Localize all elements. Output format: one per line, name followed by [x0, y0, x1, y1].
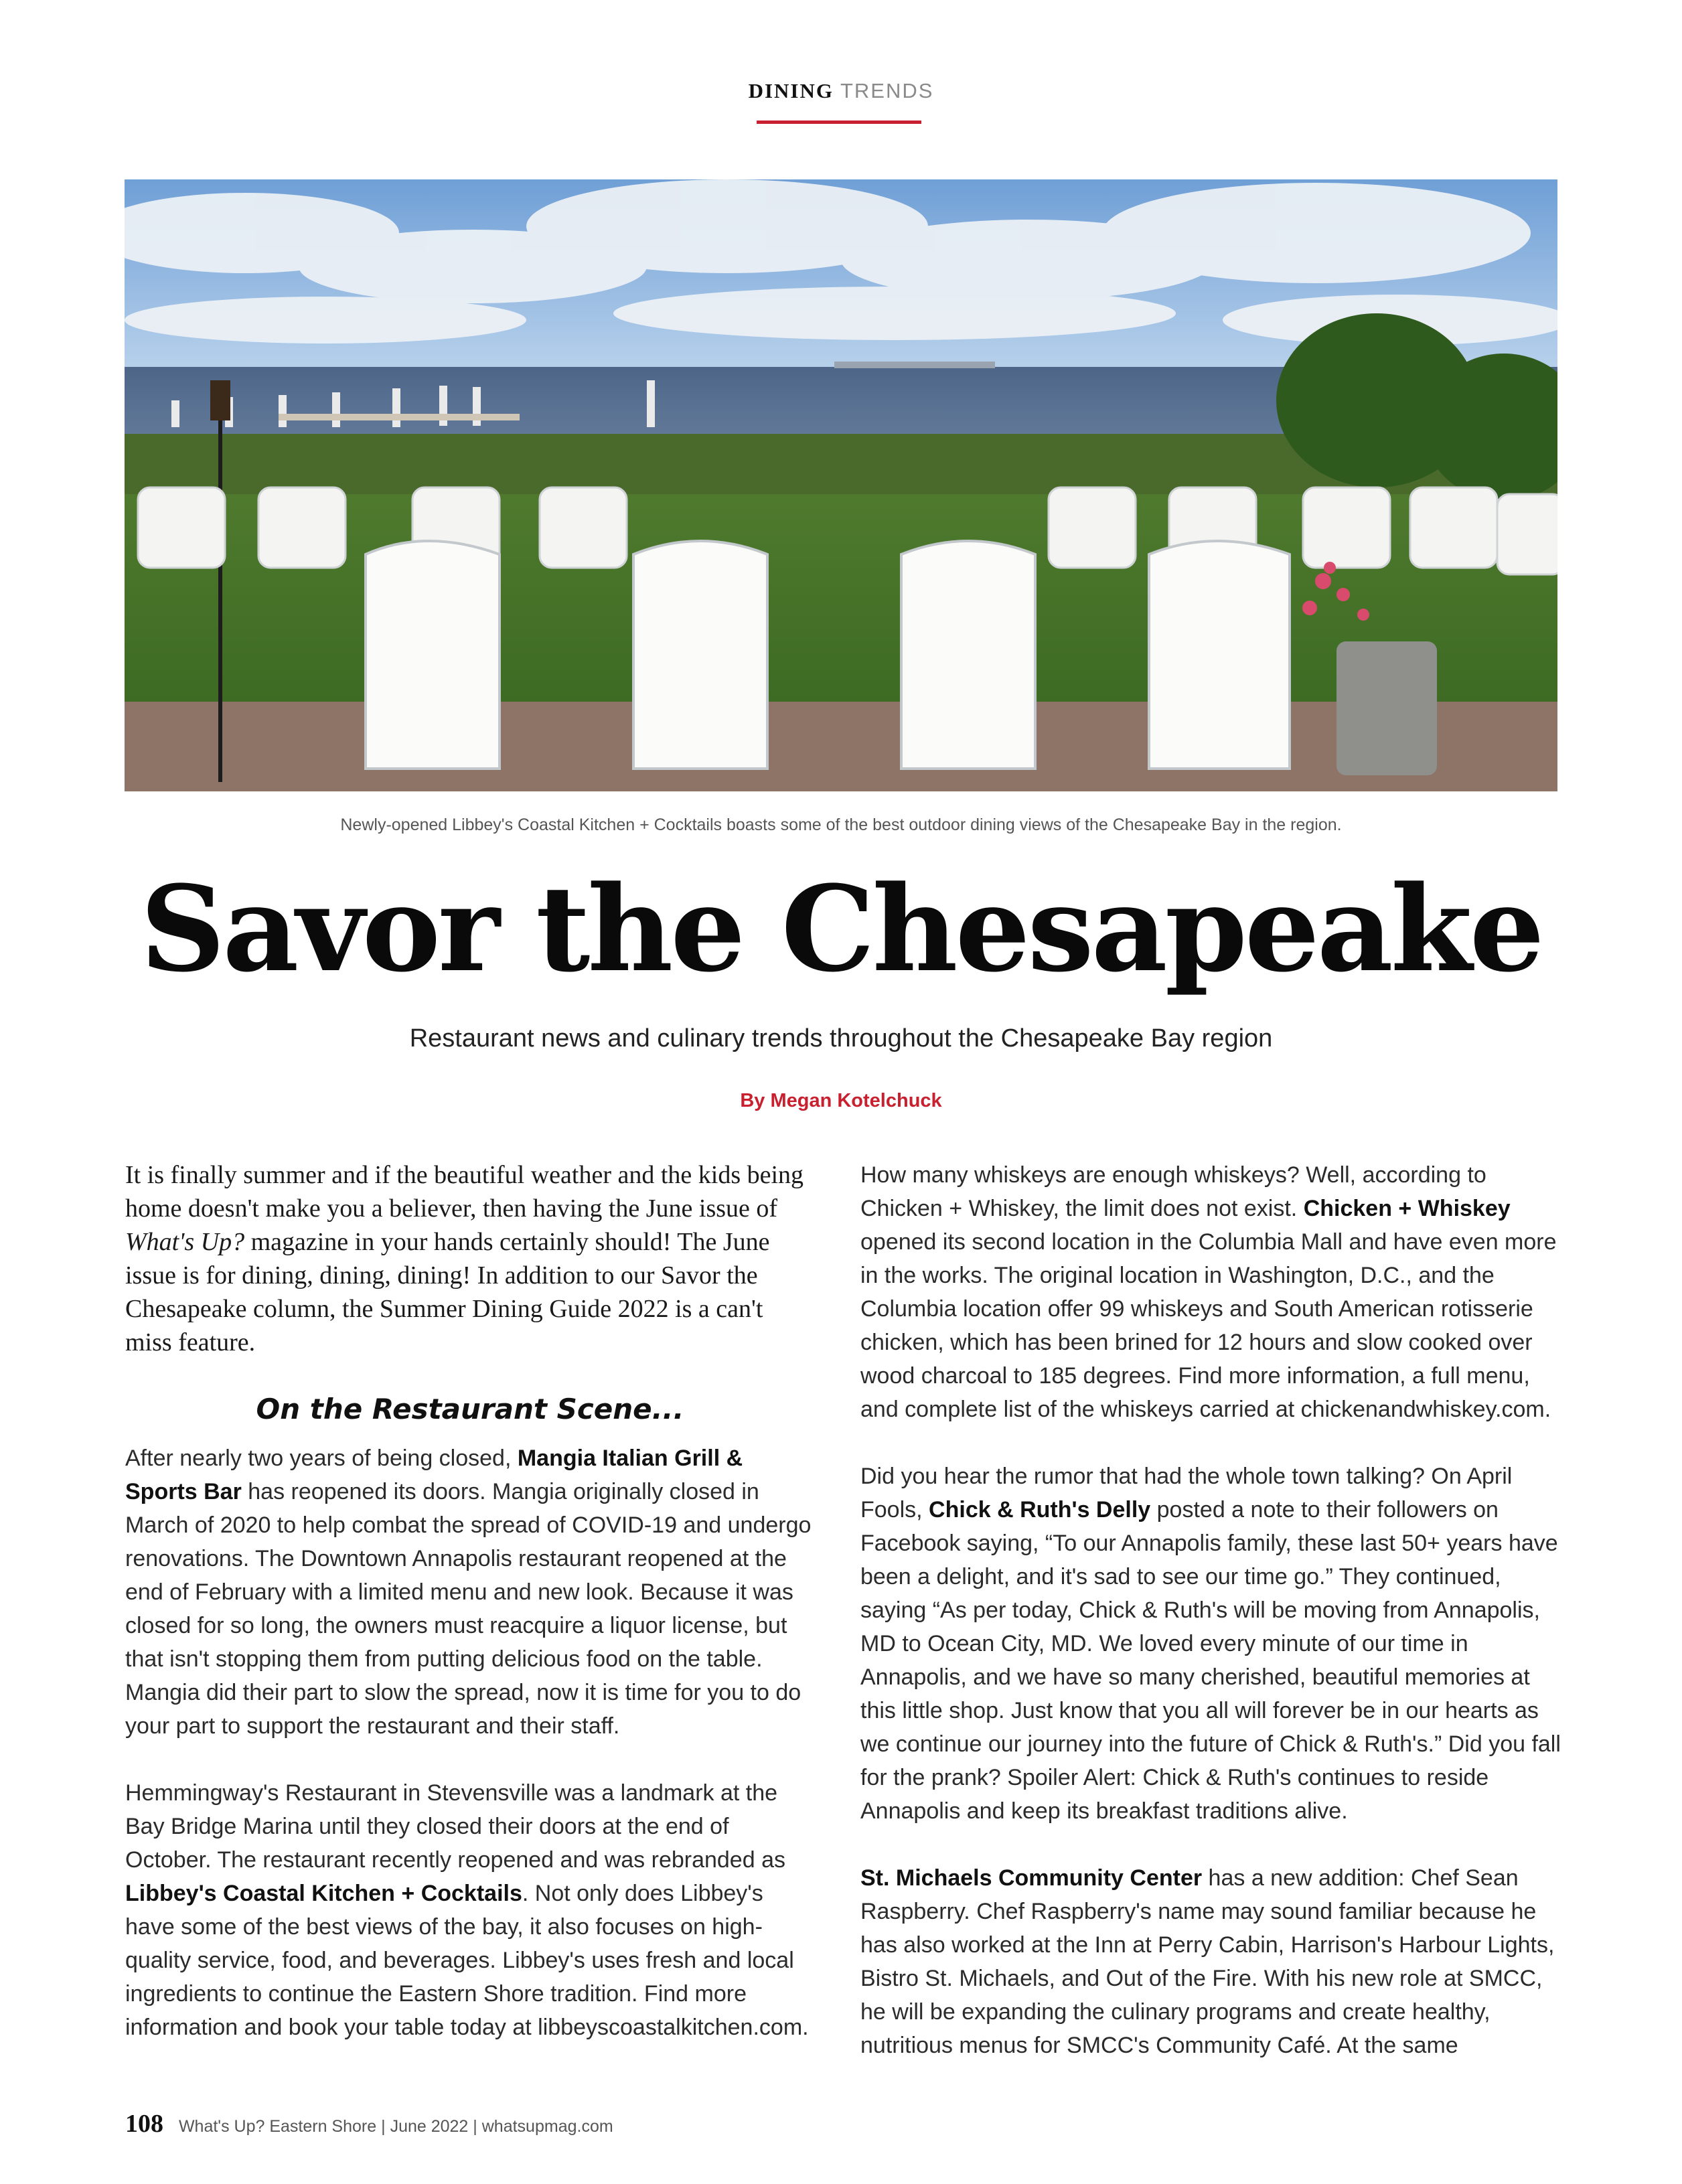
right-column: [860, 1158, 1563, 2096]
footer-publication: What's Up? Eastern Shore: [178, 2117, 377, 2136]
libbeys-text-2: . Not only does Libbey's have some of the best views of the bay, it also focuses on high-quality service, food, and beverages. Libbey's uses fresh and local ingredients to continue the Eastern Shore tradition. Find more information and book your table today at libbeyscoastalkitchen.com.: [125, 1881, 809, 2040]
section-label-main: DINING: [748, 79, 834, 102]
section-subhead: On the Restaurant Scene...: [256, 1393, 684, 1425]
article-byline: By Megan Kotelchuck: [740, 1090, 942, 1111]
intro-text-2: magazine in your hands certainly should! The June issue is for dining, dining, dining! In addition to our Savor the Chesapeake column, the Summer Dining Guide 2022 is a can't miss feature.: [125, 1228, 770, 1356]
article-dek: Restaurant news and culinary trends throughout the Chesapeake Bay region: [409, 1024, 1273, 1052]
smcc-paragraph: [860, 1861, 1563, 2062]
photo-caption: Newly-opened Libbey's Coastal Kitchen + Cocktails boasts some of the best outdoor dining views of the Chesapeake Bay in the region.: [340, 815, 1342, 834]
smcc-name: St. Michaels Community Center: [860, 1865, 1203, 1891]
section-label-sub: TRENDS: [840, 79, 934, 102]
magazine-name: What's Up?: [125, 1228, 245, 1256]
chickruth-text-2: posted a note to their followers on Facebook saying, “To our Annapolis family, these last 50+ years have been a delight, and it's sad to see our time go.” They continued, saying “As per today, Chick & Ruth's will be moving from Annapolis, MD to Ocean City, MD. We loved every minute of our time in Annapolis, and we have so many cherished, beautiful memories at this little shop. Just know that you all will forever be in our hearts as we continue our journey into the future of Chick & Ruth's.” Did you fall for the prank? Spoiler Alert: Chick & Ruth's continues to reside Annapolis and keep its breakfast traditions alive.: [860, 1497, 1561, 1824]
footer-separator: |: [473, 2117, 477, 2136]
article-title: Savor the Chesapeake: [140, 860, 1542, 998]
footer-website: whatsupmag.com: [481, 2117, 613, 2136]
mangia-text-2: has reopened its doors. Mangia originally closed in March of 2020 to help combat the spread of COVID-19 and undergo renovations. The Downtown Annapolis restaurant reopened at the end of February with a limited menu and new look. Because it was closed for so long, the owners must reacquire a liquor license, but that isn't stopping them from putting delicious food on the table. Mangia did their part to slow the spread, now it is time for you to do your part to support the restaurant and their staff.: [125, 1479, 812, 1739]
kicker-underline: [757, 121, 921, 124]
whiskey-text-2: opened its second location in the Columbia Mall and have even more in the works. The original location in Washington, D.C., and the Columbia location offer 99 whiskeys and South American rotisserie chicken, which has been brined for 12 hours and slow cooked over wood charcoal to 185 degrees. Find more information, a full menu, and complete list of the whiskeys carried at chickenandwhiskey.com.: [860, 1229, 1557, 1422]
footer-separator: |: [381, 2117, 386, 2136]
hero-photo: [125, 179, 1557, 791]
whiskey-paragraph: [860, 1158, 1563, 1426]
smcc-text-1: has a new addition: Chef Sean Raspberry. Chef Raspberry's name may sound familiar because he has also worked at the Inn at Perry Cabin, Harrison's Harbour Lights, Bistro St. Michaels, and Out of the Fire. With his new role at SMCC, he will be expanding the culinary programs and create healthy, nutritious menus for SMCC's Community Café. At the same: [860, 1865, 1555, 2058]
page-footer: [125, 2109, 613, 2138]
libbeys-name: Libbey's Coastal Kitchen + Cocktails: [125, 1881, 522, 1906]
footer-issue: June 2022: [390, 2117, 469, 2136]
mangia-paragraph: [125, 1441, 815, 1743]
chickruth-name: Chick & Ruth's Delly: [929, 1497, 1151, 1523]
whiskey-text-1: How many whiskeys are enough whiskeys? Well, according to Chicken + Whiskey, the limit does not exist.: [860, 1162, 1486, 1221]
libbeys-paragraph: [125, 1776, 815, 2044]
left-column: [125, 1158, 815, 2078]
intro-text-1: It is finally summer and if the beautiful weather and the kids being home doesn't make you a believer, then having the June issue of: [125, 1161, 804, 1223]
page-number: 108: [125, 2110, 163, 2138]
section-kicker: [0, 79, 1682, 103]
mangia-name: Mangia Italian Grill & Sports Bar: [125, 1446, 743, 1504]
libbeys-text-1: Hemmingway's Restaurant in Stevensville was a landmark at the Bay Bridge Marina until they closed their doors at the end of October. The restaurant recently reopened and was rebranded as: [125, 1780, 785, 1873]
chickruth-paragraph: [860, 1460, 1563, 1828]
intro-paragraph: [125, 1158, 815, 1359]
whiskey-name: Chicken + Whiskey: [1303, 1196, 1511, 1221]
chickruth-text-1: Did you hear the rumor that had the whole town talking? On April Fools,: [860, 1464, 1513, 1523]
mangia-text-1: After nearly two years of being closed,: [125, 1446, 518, 1471]
